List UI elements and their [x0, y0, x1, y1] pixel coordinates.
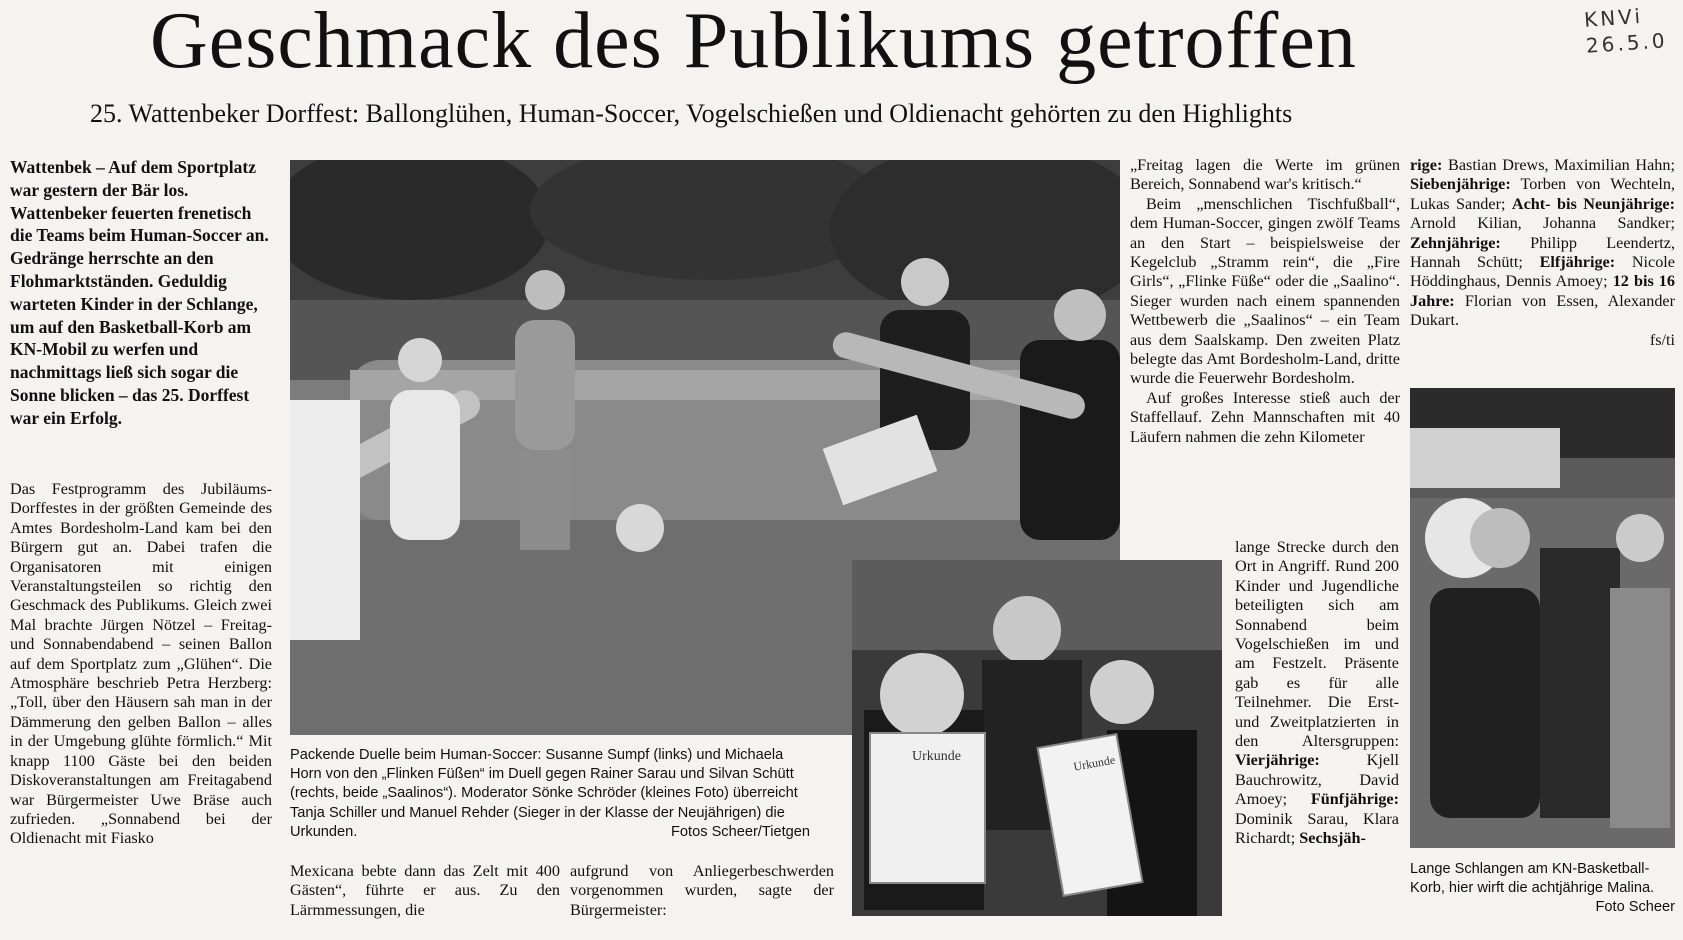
inset-photo: [852, 560, 1222, 916]
body-column-3-p3: Auf großes Interesse stieß auch der Staffellauf. Zehn Mannschaften mit 40 Läufern nahmen die zehn Kilometer: [1130, 388, 1400, 446]
body-column-4: [1410, 156, 1675, 350]
body-column-2-bottom: Mexicana bebte dann das Zelt mit 400 Gästen“, führte er aus. Zu den Lärmmessungen, die: [290, 862, 560, 919]
body-column-3-p1: „Freitag lagen die Werte im grünen Bereich, Sonnabend war's kritisch.“: [1130, 156, 1400, 194]
right-photo-caption: [1410, 860, 1675, 918]
winner-item: 12 bis 16 Jahre: Florian von Essen, Alexander Dukart.: [1410, 272, 1675, 330]
body-column-3-narrow-text: lange Strecke durch den Ort in Angriff. Rund 200 Kinder und Jugendliche beteiligten sich am Sonnabend beim Vogelschießen im und am Festzelt. Präsente gab es für alle Teilnehmer. Die Erst- und Zweitplatzierten in den Altersgruppen:: [1235, 538, 1399, 751]
winner-item: Vierjährige: Kjell Bauchrowitz, David Amoey;: [1235, 751, 1399, 809]
winner-item: Sechsjäh-: [1299, 829, 1366, 848]
right-photo-caption-text: Lange Schlangen am KN-Basketball-Korb, hier wirft die achtjährige Malina.: [1410, 861, 1655, 897]
main-photo-credit: Fotos Scheer/Tietgen: [671, 823, 810, 840]
headline: Geschmack des Publikums getroffen: [150, 0, 1357, 85]
body-column-1: Das Festprogramm des Jubiläums-Dorffestes in der größten Gemeinde des Amtes Bordesholm-Land kam bei den Bürgern gut an. Dabei trafen die Organisatoren mit einigen Veranstaltungsteilen so richtig den Geschmack des Publikums. Gleich zwei Mal brachte Jürgen Nötzel – Freitag- und Sonnabendabend – seinen Ballon auf dem Sportplatz zum „Glühen“. Die Atmosphäre beschrieb Petra Herzberg: „Toll, über den Häusern sah man in der Dämmerung den gelben Ballon – alles in der Umgebung glühte förmlich.“ Mit knapp 1100 Gäste bei den beiden Diskoveranstaltungen am Freitagabend war Bürgermeister Uwe Bräse auch zufrieden. „Sonnabend bei der Oldienacht mit Fiasko: [10, 480, 272, 848]
winner-item: Zehnjährige: Philipp Leendertz, Hannah Schütt;: [1410, 233, 1675, 272]
lead-paragraph: Wattenbek – Auf dem Sportplatz war gestern der Bär los. Wattenbeker feuerten frenetisch die Teams beim Human-Soccer an. Gedränge herrschte an den Flohmarktständen. Geduldig warteten Kinder in der Schlange, um auf den Basketball-Korb am KN-Mobil zu werfen und nachmittags ließ sich sogar die Sonne blicken – das 25. Dorffest war ein Erfolg.: [10, 157, 269, 428]
certificate-label-right: Urkunde: [1072, 752, 1117, 774]
author-tag: fs/ti: [1649, 330, 1675, 349]
winner-item: Acht- bis Neunjährige: Arnold Kilian, Johanna Sandker;: [1410, 194, 1675, 233]
body-column-3-narrow: [1235, 538, 1399, 849]
subheadline: 25. Wattenbeker Dorffest: Ballonglühen, Human-Soccer, Vogelschießen und Oldienacht gehörten zu den Highlights: [90, 99, 1293, 128]
main-photo-caption-text: Packende Duelle beim Human-Soccer: Susanne Sumpf (links) und Michaela Horn von den „Flinken Füßen“ im Duell gegen Rainer Sarau und Silvan Schütt (rechts, beide „Saalinos“). Moderator Sönke Schröder (kleines Foto) überreicht Tanja Schiller und Manuel Rehder (Sieger in der Klasse der Neujährigen) die Urkunden.: [290, 747, 798, 840]
winner-item: Fünfjährige: Dominik Sarau, Klara Richardt;: [1235, 790, 1399, 848]
right-photo: [1410, 388, 1675, 848]
winner-item: rige: Bastian Drews, Maximilian Hahn;: [1410, 156, 1675, 174]
winner-item: Elfjährige: Nicole Höddinghaus, Dennis Amoey;: [1410, 253, 1675, 291]
handwritten-note-line1: KNVi: [1583, 3, 1644, 32]
body-column-3: [1130, 156, 1400, 447]
certificate-label-left: Urkunde: [912, 749, 961, 764]
main-photo-caption: [290, 746, 810, 842]
handwritten-note-line2: 26.5.0: [1585, 28, 1669, 58]
winner-item: Siebenjährige: Torben von Wechteln, Lukas Sander;: [1410, 175, 1675, 213]
handwritten-note: [1583, 1, 1668, 59]
body-column-2b-bottom: aufgrund von Anliegerbeschwerden vorgenommen wurden, sagte der Bürgermeister:: [570, 862, 834, 919]
body-column-3-p2: Beim „menschlichen Tischfußball“, dem Human-Soccer, gingen zwölf Teams an den Start – beispielsweise der Kegelclub „Stramm rein“, die „Fire Girls“, „Flinke Füße“ oder die „Saalino“. Sieger wurden nach einem spannenden Wettbewerb die „Saalinos“ – ein Team aus dem Saalskamp. Den zweiten Platz belegte das Amt Bordesholm-Land, dritte wurde die Feuerwehr Bordesholm.: [1130, 194, 1400, 388]
right-photo-credit: Foto Scheer: [1595, 899, 1675, 916]
